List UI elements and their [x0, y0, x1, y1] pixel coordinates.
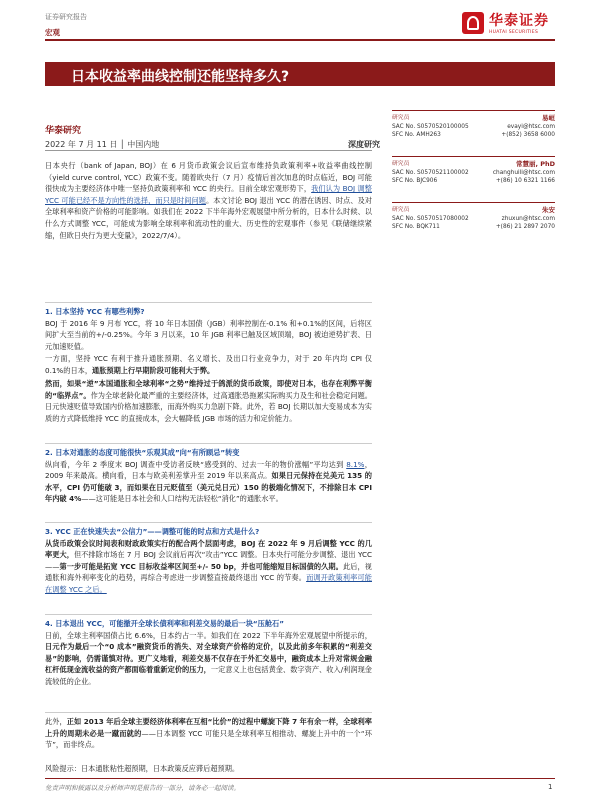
report-category: 深度研究 — [348, 140, 380, 149]
title-banner — [45, 62, 555, 86]
brand-name-cn: 华泰证券 — [489, 13, 549, 29]
date-region: 2022 年 7 月 11 日 │ 中国内地 — [45, 140, 160, 149]
divider — [45, 302, 372, 303]
analyst-email[interactable]: zhuxun@htsc.com — [501, 215, 555, 222]
analyst-card: 研究员 易峘 SAC No. S0570520100005 evayi@htsc.com SFC No. AMH263 +(852) 3658 6000 — [392, 114, 555, 138]
section-1-heading: 1. 日本坚持 YCC 有哪些利弊? — [45, 307, 145, 316]
divider — [45, 443, 372, 444]
analyst-card: 研究员 朱安 SAC No. S0570517080002 zhuxun@htsc.com SFC No. BQK711 +(86) 21 2897 2070 — [392, 206, 555, 230]
brand-logo — [462, 10, 549, 35]
section-1-para-3: 然而，如果“逆”本国通胀和全球利率“之势”维持过于鸽派的货币政策，即使对日本，也存在利弊平衡的“临界点”。作为全球老龄化最严重的主要经济体，过高通胀恐拖累实际购买力及生和社会稳定问题。日元快速贬值导致国内价格加速膨胀，而海外购买力急剧下降。此外，若 BOJ 长期以加大变易成本为实质的方式降低维持 YCC 的直接成本，会大幅降低 JGB 市场的活力和定价能力。 — [45, 379, 372, 423]
section-1-para-2: 一方面，坚持 YCC 有利于推升通胀预期、名义增长、及出口行业竞争力，对于 20 年内均 CPI 仅 0.1%的日本，通胀预期上行早期阶段可能利大于弊。 — [45, 354, 372, 375]
divider — [45, 522, 372, 523]
section-4: 4. 日本退出 YCC，可能撤开全球长债利率和利差交易的最后一块“压舱石” 日前，全球主利率国债占比 6.6%，日本约占一半。如我们在 2022 下半年海外宏观展望中所提示的，日元作为最后一个“0 成本”融资货币的消失、对全球资产价格的定价，以及此前多年积累的“利差交易”的影响，仍需谨慎对待。更广义地看，利差交易不仅存在于外汇交易中，融资成本上升对常规金融杠杆低现金流收益的资产都面临着重新定价的压力，一定意义上也包括黄金、数字资产、收入/利润现金流较低的企业。 — [45, 619, 372, 686]
section-1-para-1: BOJ 于 2016 年 9 月布 YCC，将 10 年日本国债（JGB）利率控制在-0.1% 和+0.1%的区间，后将区间扩大至当前的+/-0.25%。今年 3 月以来，10 年 JGB 利率已触及区域顶端，BOJ 被迫逆势扩表、日元加速贬值。 — [45, 318, 372, 351]
section-3: 3. YCC 正在快速失去“公信力”——调整可能的时点和方式是什么? 从货币政策会议时间表和财政政策实行的配合两个层面考虑，BOJ 在 2022 年 9 月后调整 YCC 的几率更大，但不排除市场在 7 月 BOJ 会议前后再次“攻击”YCC 调整。日本央行可能分步调整、退出 YCC——第一步可能是拓宽 YCC 目标收益率区间至+/- 50 bp，并也可能缩短目标国债的久期。此后，视通胀和海外利率变化的趋势，再综合考虑进一步调整直接最终退出 YCC 的节奏。而调开政策利率可能在调整 YCC 之后。 — [45, 527, 372, 594]
section-2: 2. 日本对通胀的态度可能很快“乐观其成”向“有所顾忌”转变 纵向看，今年 2 季度末 BOJ 调查中受访者反映“感受到的、过去一年的物价涨幅”平均达到 8.1%，2009 年来最高。横向看，日本与欧美利差掌升至 2019 年以来高点。如果日元保持在兑美元 135 的水平，CPI 仍可能破 3，而如果在日元贬值至（美元兑日元）150 的极端化情况下，不排除日本 CPI 年内破 4%——这可能是日本社会和人口结构无法轻松“消化”的通胀水平。 — [45, 448, 372, 504]
research-label: 华泰研究 — [45, 126, 82, 136]
risk-warning: 风险提示：日本通胀粘性超预期，日本政策反应滞后超预期。 — [45, 764, 240, 773]
analyst-email[interactable]: evayi@htsc.com — [507, 123, 555, 130]
intro-paragraph: 日本央行（bank of Japan, BOJ）在 6 月货币政策会议后宣布维持负政策利率+收益率曲线控制（yield curve control, YCC）政策不变。随着欧央行（7 月）疫情后首次加息的时点临近，BOJ 可能很快成为主要经济体中唯一坚持负政策利率和 YCC 的央行。目前全球宏观形势下，我们认为 BOJ 调整 YCC 可能已经不是方向性的选择，而只是时间问题。本文讨论 BOJ 退出 YCC 的潜在诱因、时点、及对全球利率和资产价格的可能影响。如我们在 2022 下半年海外宏观展望中所分析的，日本什么时候、以什么方式调整 YCC，可能成为影响全球利率和流动性的重大、历史性的宏观事件（参见《联储继续紧缩，但欧日央行为更大变量》，2022/7/4）。 — [45, 161, 372, 240]
brand-name-en: HUATAI SECURITIES — [489, 30, 539, 35]
report-title: 日本收益率曲线控制还能坚持多久? — [71, 69, 290, 85]
section-1 — [45, 306, 372, 352]
analyst-name: 易峘 — [542, 114, 555, 122]
brand-logo-icon — [462, 12, 484, 34]
divider — [45, 614, 372, 615]
analyst-sidebar — [392, 110, 555, 260]
footer-divider — [45, 778, 555, 779]
section-4-heading: 4. 日本退出 YCC，可能撤开全球长债利率和利差交易的最后一块“压舱石” — [45, 619, 284, 628]
section-3-heading: 3. YCC 正在快速失去“公信力”——调整可能的时点和方式是什么? — [45, 527, 260, 536]
analyst-name: 朱安 — [542, 206, 555, 214]
divider — [45, 712, 372, 713]
section-5: 此外，正如 2013 年后全球主要经济体利率在互相“比价”的过程中螺旋下降 7 年有余一样，全球利率上升的周期未必是一蹴而就的——日本调整 YCC 可能只是全球利率互相推动、螺旋上升中的一个“环节”，而非终点。 — [45, 717, 372, 750]
footer-disclaimer: 免责声明和披露以及分析师声明是报告的一部分，请务必一起阅读。 — [45, 784, 240, 792]
intro-highlight: 我们认为 BOJ 调整 YCC 可能已经不是方向性的选择，而只是时间问题 — [45, 184, 372, 205]
analyst-email[interactable]: changhuili@htsc.com — [492, 169, 555, 176]
date-divider — [45, 150, 372, 151]
page-number: 1 — [548, 783, 553, 791]
inflation-highlight: 8.1% — [346, 459, 365, 469]
section-2-heading: 2. 日本对通胀的态度可能很快“乐观其成”向“有所顾忌”转变 — [45, 448, 240, 457]
policy-rate-highlight: 而调开政策利率可能在调整 YCC 之后。 — [45, 573, 372, 594]
analyst-name: 常慧丽, PhD — [515, 160, 555, 168]
header-divider — [45, 39, 555, 41]
analyst-card: 研究员 常慧丽, PhD SAC No. S0570521100002 changhuili@htsc.com SFC No. BJC906 +(86) 10 6321 1166 — [392, 160, 555, 184]
report-type-label: 证券研究报告 — [45, 13, 87, 21]
section-tag: 宏观 — [45, 28, 60, 37]
